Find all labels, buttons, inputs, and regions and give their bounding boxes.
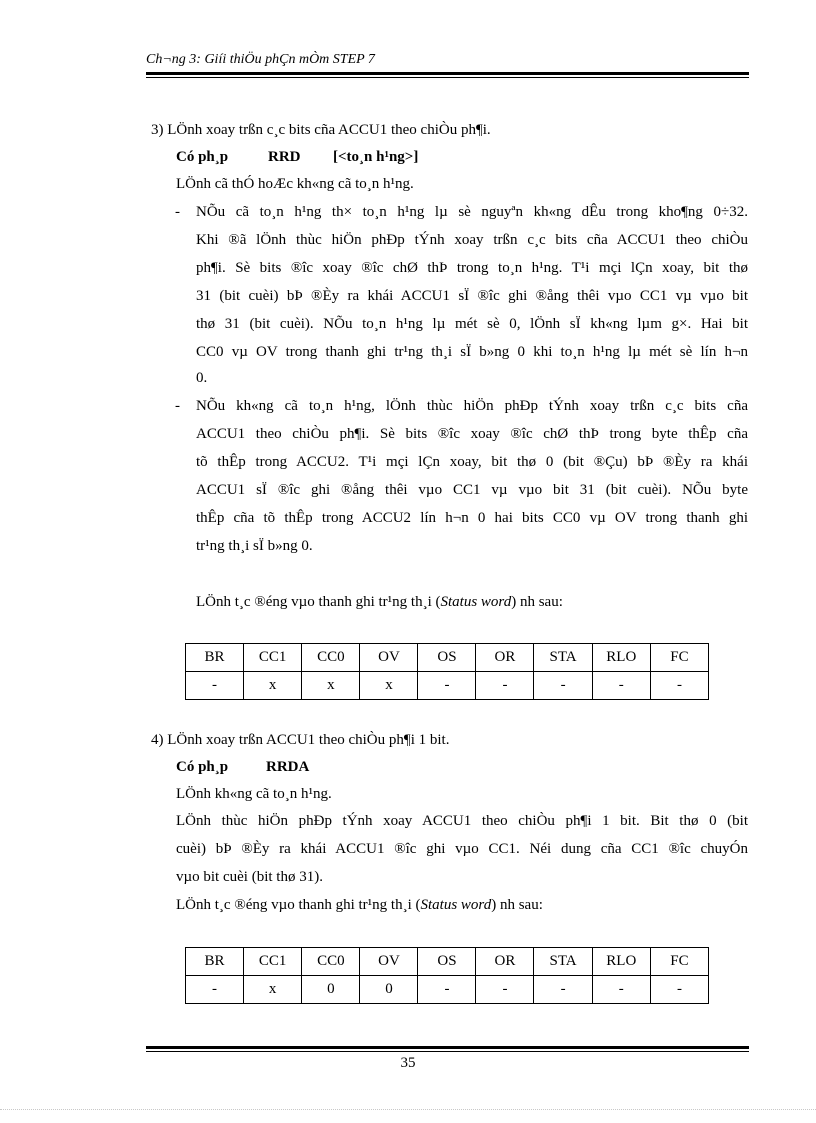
flag-header-or: OR [476,948,534,976]
section-3-intro: LÖnh cã thÓ hoÆc kh«ng cã to¸n h¹ng. [176,176,414,192]
section-4-para-line-2: cuèi) bÞ ®Èy ra khái ACCU1 ®îc ghi vµo CC1. Néi dung cña CC1 ®îc chuyÓn [176,841,748,857]
flag-header-rlo: RLO [592,644,650,672]
section-3-syntax-code: RRD [268,149,301,165]
flag-value-rlo: - [592,672,650,700]
flag-value-or: - [476,976,534,1004]
section-3-syntax-arg: [<to¸n h¹ng>] [333,149,419,165]
section-3-syntax-label: Có ph¸p [176,149,229,165]
section-4-effect-text: LÖnh t¸c ®éng vµo thanh ghi tr¹ng th¸i (Status word) nh sau: [176,897,543,913]
flag-value-fc: - [650,976,708,1004]
flag-header-cc0: CC0 [302,948,360,976]
bullet1-line-3: ph¶i. Sè bits ®îc xoay ®îc chØ thÞ trong to¸n h¹ng. T¹i mçi lÇn xoay, bit thø [196,260,748,276]
flag-value-sta: - [534,672,592,700]
section-4-syntax-label: Có ph¸p [176,759,229,775]
flag-value-sta: - [534,976,592,1004]
footer-rule-thick [146,1046,749,1049]
flag-value-fc: - [650,672,708,700]
flag-value-os: - [418,672,476,700]
header-rule-thick [146,72,749,75]
bullet1-line-4: 31 (bit cuèi) bÞ ®Èy ra khái ACCU1 sÏ ®îc ghi ®ång thêi vµo CC1 vµ vµo bit [196,288,748,304]
flag-header-fc: FC [650,948,708,976]
bullet1-line-2: Khi ®ã lÖnh thùc hiÖn phÐp tÝnh xoay trßn c¸c bits cña ACCU1 theo chiÒu [196,232,748,248]
bullet1-line-7: 0. [196,370,208,386]
flag-value-rlo: - [592,976,650,1004]
page-bottom-dotted-border [0,1109,816,1110]
flag-header-cc1: CC1 [244,948,302,976]
bullet2-line-2: ACCU1 theo chiÒu ph¶i. Sè bits ®îc xoay ®îc chØ thÞ trong byte thÊp cña [196,426,748,442]
bullet1-line-5: thø 31 (bit cuèi). NÕu to¸n h¹ng lµ mét sè 0, lÖnh sÏ kh«ng lµm g×. Hai bit [196,316,748,332]
flag-header-ov: OV [360,644,418,672]
header-rule-thin [146,77,749,78]
flag-value-cc1: x [244,976,302,1004]
bullet2-line-5: thÊp cña tõ thÊp trong ACCU2 lín h¬n 0 hai bits CC0 vµ OV trong thanh ghi [196,510,748,526]
running-header: Ch¬ng 3: Giíi thiÖu phÇn mÒm STEP 7 [146,52,375,67]
flag-header-cc0: CC0 [302,644,360,672]
bullet2-line-6: tr¹ng th¸i sÏ b»ng 0. [196,538,313,554]
flag-header-os: OS [418,948,476,976]
flag-header-cc1: CC1 [244,644,302,672]
section-3-effect-text: LÖnh t¸c ®éng vµo thanh ghi tr¹ng th¸i (Status word) nh sau: [196,594,563,610]
flag-header-sta: STA [534,644,592,672]
status-word-table-1 [185,643,709,700]
flag-value-or: - [476,672,534,700]
bullet2-line-3: tõ thÊp trong ACCU2. T¹i mçi lÇn xoay, bit thø 0 (bit ®Çu) bÞ ®Èy ra khái [196,454,748,470]
flag-header-ov: OV [360,948,418,976]
flag-value-ov: 0 [360,976,418,1004]
flag-value-cc1: x [244,672,302,700]
flag-value-os: - [418,976,476,1004]
bullet-dash-2: - [175,398,180,414]
bullet2-line-1: NÕu kh«ng cã to¸n h¹ng, lÖnh thùc hiÖn phÐp tÝnh xoay trßn c¸c bits cña [196,398,748,414]
flag-header-or: OR [476,644,534,672]
bullet-dash-1: - [175,204,180,220]
bullet1-line-1: NÕu cã to¸n h¹ng th× to¸n h¹ng lµ sè nguyªn kh«ng dÊu trong kho¶ng 0÷32. [196,204,748,220]
section-3-heading: 3) LÖnh xoay trßn c¸c bits cña ACCU1 theo chiÒu ph¶i. [151,122,491,138]
section-4-syntax-code: RRDA [266,759,310,775]
flag-header-br: BR [186,644,244,672]
flag-value-cc0: 0 [302,976,360,1004]
flag-header-os: OS [418,644,476,672]
flag-value-cc0: x [302,672,360,700]
flag-header-br: BR [186,948,244,976]
flag-header-fc: FC [650,644,708,672]
bullet1-line-6: CC0 vµ OV trong thanh ghi tr¹ng th¸i sÏ b»ng 0 khi to¸n h¹ng lµ mét sè lín h¬n [196,344,748,360]
flag-header-rlo: RLO [592,948,650,976]
footer-rule-thin [146,1051,749,1052]
page-number: 35 [400,1055,416,1071]
flag-header-sta: STA [534,948,592,976]
section-4-intro: LÖnh kh«ng cã to¸n h¹ng. [176,786,332,802]
section-4-heading: 4) LÖnh xoay trßn ACCU1 theo chiÒu ph¶i 1 bit. [151,732,450,748]
bullet2-line-4: ACCU1 sÏ ®îc ghi ®ång thêi vµo CC1 vµ vµo bit 31 (bit cuèi). NÕu byte [196,482,748,498]
flag-value-br: - [186,672,244,700]
section-4-para-line-3: vµo bit cuèi (bit thø 31). [176,869,323,885]
flag-value-ov: x [360,672,418,700]
flag-value-br: - [186,976,244,1004]
section-4-para-line-1: LÖnh thùc hiÖn phÐp tÝnh xoay ACCU1 theo chiÒu ph¶i 1 bit. Bit thø 0 (bit [176,813,748,829]
status-word-table-2 [185,947,709,1004]
